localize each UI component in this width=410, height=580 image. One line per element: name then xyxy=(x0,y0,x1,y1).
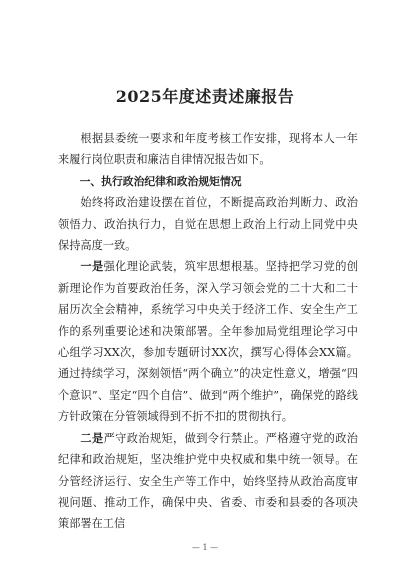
section-intro-paragraph: 始终将政治建设摆在首位，不断提高政治判断力、政治领悟力、政治执行力，自觉在思想上政治上行动上同党中央保持高度一致。 xyxy=(58,196,358,253)
point-two-text: 严守政治规矩，做到令行禁止。严格遵守党的政治纪律和政治规矩，坚决维护党中央权威和集中统一领导。在分管经济运行、安全生产等工作中，始终坚持从政治高度审视问题、推动工作，确保中央、省委、市委和县委的各项决策部署在工信 xyxy=(58,431,358,531)
point-one-text: 强化理论武装，筑牢思想根基。坚持把学习党的创新理论作为首要政治任务，深入学习领会党的二十大和二十届历次全会精神，系统学习中央关于经济工作、安全生产工作的系列重要论述和决策部署。全年参加局党组理论学习中心组学习XX次，参加专题研讨XX次，撰写心得体会XX篇。通过持续学习，深刻领悟“两个确立”的决定性意义，增强“四个意识”、坚定“四个自信”、做到“两个维护”，确保党的路线方针政策在分管领域得到不折不扣的贯彻执行。 xyxy=(58,260,358,424)
point-two-lead: 二是 xyxy=(80,430,104,445)
point-one-lead: 一是 xyxy=(80,259,104,274)
point-one-paragraph xyxy=(58,256,358,427)
intro-paragraph: 根据县委统一要求和年度考核工作安排，现将本人一年来履行岗位职责和廉洁自律情况报告如下。 xyxy=(58,132,358,167)
point-two-paragraph xyxy=(58,428,358,535)
document-title: 2025年度述责述廉报告 xyxy=(115,87,295,106)
document-body xyxy=(58,128,358,535)
section-heading: 一、执行政治纪律和政治规矩情况 xyxy=(79,174,242,188)
page-number: — 1 — xyxy=(191,543,219,552)
